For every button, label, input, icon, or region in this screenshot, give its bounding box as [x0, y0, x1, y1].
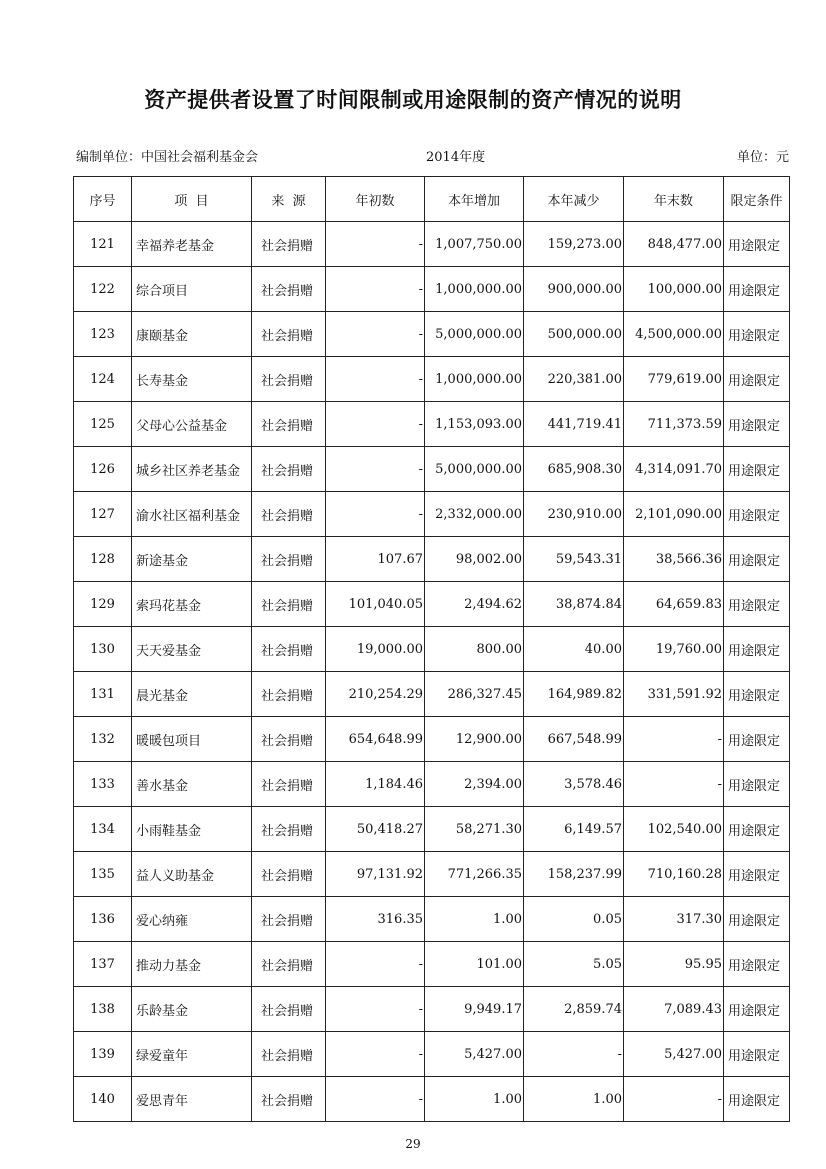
cell-end: - [624, 1077, 724, 1122]
table-row [74, 582, 790, 627]
cell-begin: 19,000.00 [326, 627, 425, 672]
cell-name: 长寿基金 [132, 357, 252, 402]
cell-source: 社会捐赠 [252, 852, 326, 897]
cell-decrease: 2,859.74 [524, 987, 624, 1032]
cell-condition: 用途限定 [724, 672, 790, 717]
cell-begin: - [326, 987, 425, 1032]
page-number: 29 [405, 1137, 421, 1151]
cell-increase: 12,900.00 [425, 717, 524, 762]
cell-end: 64,659.83 [624, 582, 724, 627]
cell-end: 711,373.59 [624, 402, 724, 447]
cell-end: - [624, 762, 724, 807]
compiling-unit: 编制单位：中国社会福利基金会 [76, 150, 259, 165]
cell-name: 城乡社区养老基金 [132, 447, 252, 492]
cell-name: 晨光基金 [132, 672, 252, 717]
cell-end: 38,566.36 [624, 537, 724, 582]
cell-decrease: 5.05 [524, 942, 624, 987]
table-row [74, 762, 790, 807]
table-row [74, 897, 790, 942]
cell-condition: 用途限定 [724, 312, 790, 357]
cell-end: 848,477.00 [624, 222, 724, 267]
cell-increase: 2,332,000.00 [425, 492, 524, 537]
cell-decrease: 1.00 [524, 1077, 624, 1122]
cell-end: 100,000.00 [624, 267, 724, 312]
cell-source: 社会捐赠 [252, 762, 326, 807]
table-row [74, 447, 790, 492]
restricted-assets-table [73, 176, 790, 1122]
cell-decrease: 500,000.00 [524, 312, 624, 357]
cell-no: 125 [74, 402, 132, 447]
table-row [74, 537, 790, 582]
table-body [74, 222, 790, 1122]
cell-end: 4,500,000.00 [624, 312, 724, 357]
cell-increase: 58,271.30 [425, 807, 524, 852]
cell-increase: 5,000,000.00 [425, 312, 524, 357]
cell-no: 126 [74, 447, 132, 492]
cell-begin: 210,254.29 [326, 672, 425, 717]
cell-end: 7,089.43 [624, 987, 724, 1032]
cell-begin: - [326, 357, 425, 402]
cell-condition: 用途限定 [724, 447, 790, 492]
cell-condition: 用途限定 [724, 267, 790, 312]
cell-decrease: 441,719.41 [524, 402, 624, 447]
cell-name: 善水基金 [132, 762, 252, 807]
cell-end: 317.30 [624, 897, 724, 942]
header-source: 来 源 [252, 177, 326, 222]
cell-decrease: 164,989.82 [524, 672, 624, 717]
report-year: 2014年度 [426, 150, 486, 165]
table-row [74, 1032, 790, 1077]
cell-condition: 用途限定 [724, 1032, 790, 1077]
cell-source: 社会捐赠 [252, 897, 326, 942]
cell-end: 2,101,090.00 [624, 492, 724, 537]
cell-no: 138 [74, 987, 132, 1032]
cell-source: 社会捐赠 [252, 402, 326, 447]
cell-increase: 9,949.17 [425, 987, 524, 1032]
header-end: 年末数 [624, 177, 724, 222]
cell-decrease: 59,543.31 [524, 537, 624, 582]
cell-condition: 用途限定 [724, 582, 790, 627]
cell-name: 爱思青年 [132, 1077, 252, 1122]
cell-begin: 654,648.99 [326, 717, 425, 762]
cell-increase: 5,000,000.00 [425, 447, 524, 492]
cell-end: 779,619.00 [624, 357, 724, 402]
cell-decrease: 6,149.57 [524, 807, 624, 852]
cell-name: 索玛花基金 [132, 582, 252, 627]
cell-no: 135 [74, 852, 132, 897]
table-row [74, 807, 790, 852]
cell-end: 102,540.00 [624, 807, 724, 852]
cell-source: 社会捐赠 [252, 312, 326, 357]
cell-begin: - [326, 942, 425, 987]
cell-increase: 1,153,093.00 [425, 402, 524, 447]
cell-decrease: 230,910.00 [524, 492, 624, 537]
cell-source: 社会捐赠 [252, 537, 326, 582]
cell-end: 5,427.00 [624, 1032, 724, 1077]
cell-no: 121 [74, 222, 132, 267]
cell-condition: 用途限定 [724, 897, 790, 942]
cell-no: 122 [74, 267, 132, 312]
cell-name: 推动力基金 [132, 942, 252, 987]
table-row [74, 987, 790, 1032]
header-name: 项 目 [132, 177, 252, 222]
cell-name: 绿爱童年 [132, 1032, 252, 1077]
cell-name: 小雨鞋基金 [132, 807, 252, 852]
header-begin: 年初数 [326, 177, 425, 222]
cell-begin: - [326, 402, 425, 447]
cell-begin: 107.67 [326, 537, 425, 582]
cell-condition: 用途限定 [724, 987, 790, 1032]
cell-no: 134 [74, 807, 132, 852]
cell-source: 社会捐赠 [252, 717, 326, 762]
table-row [74, 852, 790, 897]
cell-condition: 用途限定 [724, 942, 790, 987]
cell-no: 131 [74, 672, 132, 717]
cell-decrease: 159,273.00 [524, 222, 624, 267]
cell-no: 132 [74, 717, 132, 762]
cell-source: 社会捐赠 [252, 1032, 326, 1077]
table-header-row [74, 177, 790, 222]
cell-begin: 50,418.27 [326, 807, 425, 852]
table-row [74, 672, 790, 717]
cell-no: 136 [74, 897, 132, 942]
cell-source: 社会捐赠 [252, 672, 326, 717]
table-row [74, 942, 790, 987]
cell-increase: 1,007,750.00 [425, 222, 524, 267]
cell-name: 天天爱基金 [132, 627, 252, 672]
cell-end: 95.95 [624, 942, 724, 987]
cell-decrease: 40.00 [524, 627, 624, 672]
cell-increase: 1.00 [425, 897, 524, 942]
cell-condition: 用途限定 [724, 1077, 790, 1122]
cell-decrease: 667,548.99 [524, 717, 624, 762]
table-row [74, 402, 790, 447]
table-row [74, 1077, 790, 1122]
cell-no: 124 [74, 357, 132, 402]
cell-begin: 316.35 [326, 897, 425, 942]
cell-end: - [624, 717, 724, 762]
cell-condition: 用途限定 [724, 222, 790, 267]
cell-increase: 1,000,000.00 [425, 357, 524, 402]
header-no: 序号 [74, 177, 132, 222]
cell-source: 社会捐赠 [252, 987, 326, 1032]
cell-begin: - [326, 447, 425, 492]
cell-no: 128 [74, 537, 132, 582]
cell-no: 140 [74, 1077, 132, 1122]
cell-end: 4,314,091.70 [624, 447, 724, 492]
cell-condition: 用途限定 [724, 852, 790, 897]
cell-increase: 286,327.45 [425, 672, 524, 717]
cell-source: 社会捐赠 [252, 267, 326, 312]
cell-begin: - [326, 1077, 425, 1122]
cell-no: 137 [74, 942, 132, 987]
cell-source: 社会捐赠 [252, 222, 326, 267]
cell-decrease: 220,381.00 [524, 357, 624, 402]
cell-name: 综合项目 [132, 267, 252, 312]
cell-begin: - [326, 312, 425, 357]
cell-source: 社会捐赠 [252, 942, 326, 987]
table-row [74, 627, 790, 672]
cell-condition: 用途限定 [724, 627, 790, 672]
cell-name: 爱心纳雍 [132, 897, 252, 942]
cell-name: 新途基金 [132, 537, 252, 582]
cell-condition: 用途限定 [724, 357, 790, 402]
cell-begin: 1,184.46 [326, 762, 425, 807]
cell-increase: 2,494.62 [425, 582, 524, 627]
currency-unit: 单位：元 [736, 150, 789, 165]
cell-increase: 5,427.00 [425, 1032, 524, 1077]
table-row [74, 222, 790, 267]
cell-condition: 用途限定 [724, 402, 790, 447]
cell-no: 129 [74, 582, 132, 627]
cell-increase: 98,002.00 [425, 537, 524, 582]
cell-no: 130 [74, 627, 132, 672]
table-row [74, 357, 790, 402]
cell-no: 139 [74, 1032, 132, 1077]
table-row [74, 492, 790, 537]
cell-condition: 用途限定 [724, 492, 790, 537]
cell-name: 益人义助基金 [132, 852, 252, 897]
cell-increase: 800.00 [425, 627, 524, 672]
cell-name: 渝水社区福利基金 [132, 492, 252, 537]
cell-source: 社会捐赠 [252, 807, 326, 852]
cell-increase: 1.00 [425, 1077, 524, 1122]
cell-source: 社会捐赠 [252, 447, 326, 492]
cell-source: 社会捐赠 [252, 582, 326, 627]
cell-condition: 用途限定 [724, 762, 790, 807]
cell-increase: 101.00 [425, 942, 524, 987]
cell-no: 127 [74, 492, 132, 537]
table-row [74, 717, 790, 762]
cell-decrease: - [524, 1032, 624, 1077]
cell-name: 幸福养老基金 [132, 222, 252, 267]
cell-decrease: 158,237.99 [524, 852, 624, 897]
cell-increase: 771,266.35 [425, 852, 524, 897]
cell-decrease: 900,000.00 [524, 267, 624, 312]
cell-begin: - [326, 267, 425, 312]
cell-condition: 用途限定 [724, 717, 790, 762]
cell-end: 331,591.92 [624, 672, 724, 717]
cell-name: 暖暖包项目 [132, 717, 252, 762]
cell-begin: - [326, 222, 425, 267]
header-decrease: 本年减少 [524, 177, 624, 222]
cell-end: 19,760.00 [624, 627, 724, 672]
cell-end: 710,160.28 [624, 852, 724, 897]
cell-begin: - [326, 492, 425, 537]
cell-decrease: 0.05 [524, 897, 624, 942]
cell-decrease: 3,578.46 [524, 762, 624, 807]
cell-begin: 101,040.05 [326, 582, 425, 627]
cell-decrease: 38,874.84 [524, 582, 624, 627]
cell-no: 123 [74, 312, 132, 357]
cell-source: 社会捐赠 [252, 492, 326, 537]
cell-increase: 1,000,000.00 [425, 267, 524, 312]
cell-name: 父母心公益基金 [132, 402, 252, 447]
cell-condition: 用途限定 [724, 807, 790, 852]
cell-name: 乐龄基金 [132, 987, 252, 1032]
header-condition: 限定条件 [724, 177, 790, 222]
page-title: 资产提供者设置了时间限制或用途限制的资产情况的说明 [144, 88, 682, 112]
table-row [74, 312, 790, 357]
cell-source: 社会捐赠 [252, 1077, 326, 1122]
cell-decrease: 685,908.30 [524, 447, 624, 492]
header-increase: 本年增加 [425, 177, 524, 222]
cell-begin: - [326, 1032, 425, 1077]
cell-condition: 用途限定 [724, 537, 790, 582]
cell-name: 康颐基金 [132, 312, 252, 357]
cell-source: 社会捐赠 [252, 357, 326, 402]
cell-begin: 97,131.92 [326, 852, 425, 897]
cell-increase: 2,394.00 [425, 762, 524, 807]
cell-source: 社会捐赠 [252, 627, 326, 672]
table-row [74, 267, 790, 312]
cell-no: 133 [74, 762, 132, 807]
